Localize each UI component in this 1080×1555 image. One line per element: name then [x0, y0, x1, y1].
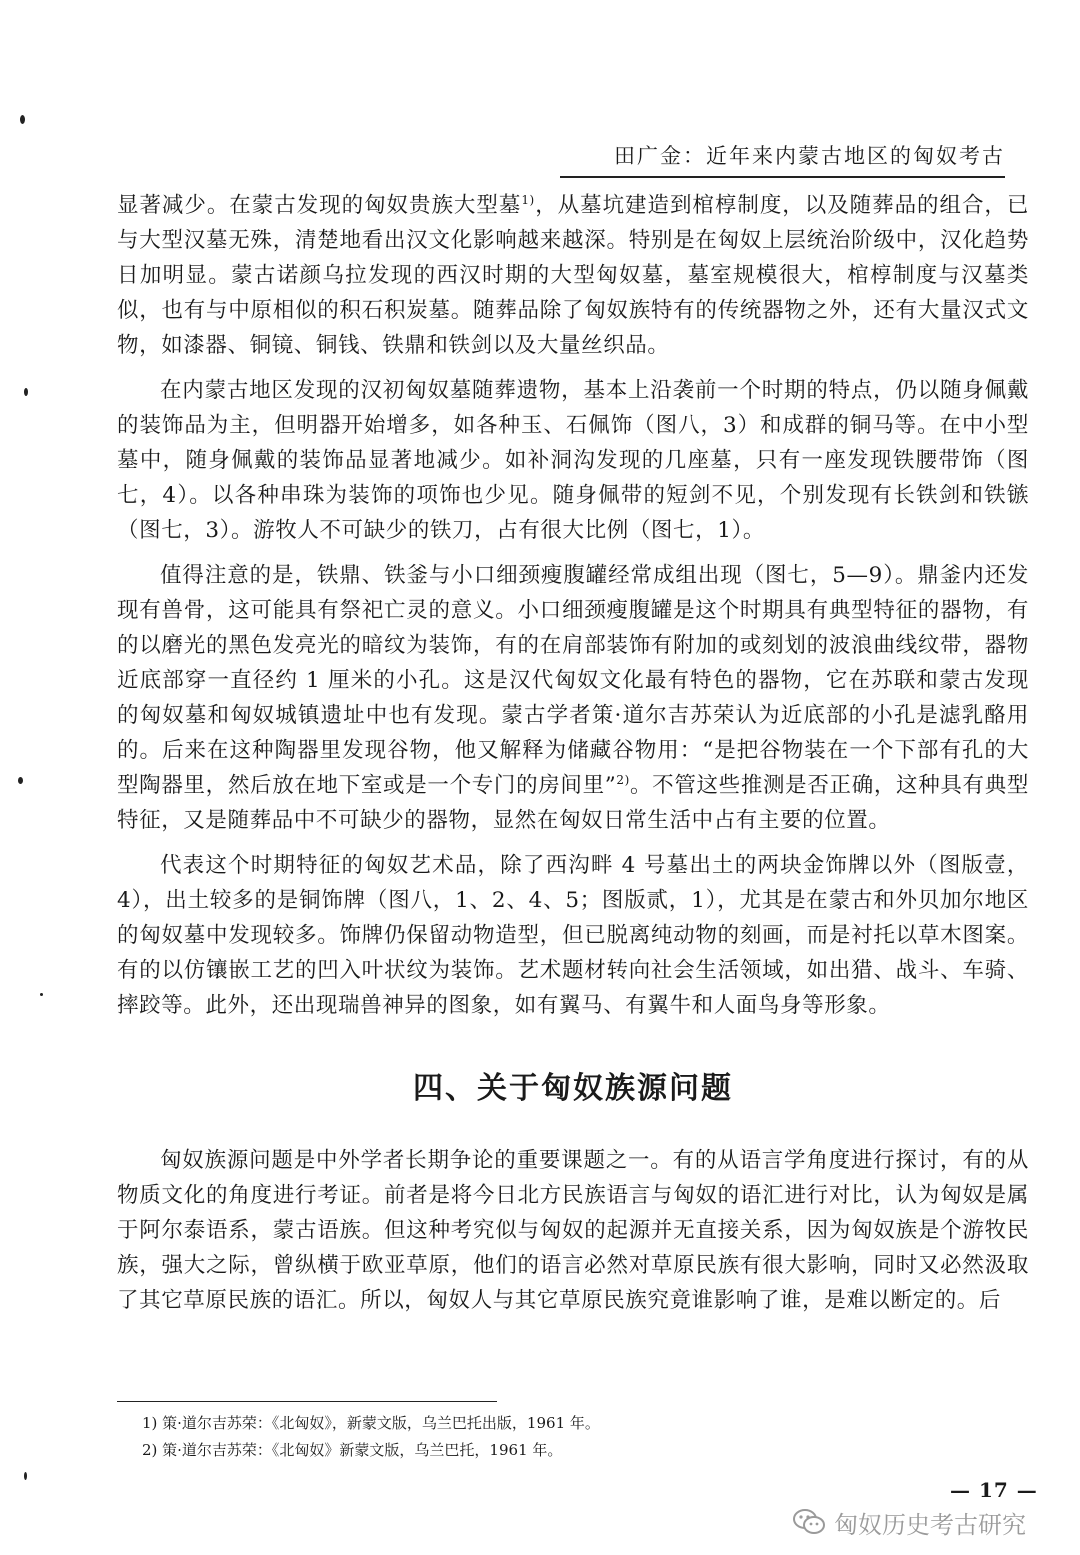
footnotes — [142, 1410, 1002, 1464]
paragraph-3-text-b: 。不管这些推测是否正确，这种具有典型特征，又是随葬品中不可缺少的器物，显然在匈奴日常生活中占有主要的位置。 — [117, 773, 1029, 833]
paragraph-1 — [117, 188, 1029, 363]
page-number-value: 17 — [978, 1478, 1009, 1502]
wechat-icon — [792, 1507, 826, 1537]
paragraph-2: 在内蒙古地区发现的汉初匈奴墓随葬遗物，基本上沿袭前一个时期的特点，仍以随身佩戴的装饰品为主，但明器开始增多，如各种玉、石佩饰（图八，3）和成群的铜马等。在中小型墓中，随身佩戴的装饰品显著地减少。如补洞沟发现的几座墓，只有一座发现铁腰带饰（图七，4）。以各种串珠为装饰的项饰也少见。随身佩带的短剑不见，个别发现有长铁剑和铁镞（图七，3）。游牧人不可缺少的铁刀，占有很大比例（图七，1）。 — [117, 378, 1029, 543]
paragraph-1-text-b: ，从墓坑建造到棺椁制度，以及随葬品的组合，已与大型汉墓无殊，清楚地看出汉文化影响越来越深。特别是在匈奴上层统治阶级中，汉化趋势日加明显。蒙古诺颜乌拉发现的西汉时期的大型匈奴墓，墓室规模很大，棺椁制度与汉墓类似，也有与中原相似的积石积炭墓。随葬品除了匈奴族特有的传统器物之外，还有大量汉式文物，如漆器、铜镜、铜钱、铁鼎和铁剑以及大量丝织品。 — [117, 193, 1029, 358]
footnote-2: 2) 策·道尔吉苏荣：《北匈奴》新蒙文版，乌兰巴托，1961 年。 — [142, 1441, 563, 1459]
scan-speck — [24, 388, 28, 396]
paragraph-1-text-a: 显著减少。在蒙古发现的匈奴贵族大型墓 — [117, 193, 522, 218]
footnote-ref-2: 2) — [616, 772, 630, 787]
watermark-label: 匈奴历史考古研究 — [834, 1510, 1026, 1539]
footnote-ref-1: 1) — [521, 192, 535, 207]
footnote-divider — [117, 1401, 497, 1402]
article-body — [117, 188, 1029, 1328]
scan-speck — [40, 993, 43, 996]
page-number: — 17 — — [950, 1478, 1038, 1502]
section-title: 四、关于匈奴族源问题 — [413, 1071, 733, 1106]
footnote-1: 1) 策·道尔吉苏荣：《北匈奴》，新蒙文版，乌兰巴托出版，1961 年。 — [142, 1414, 600, 1432]
paragraph-3-text-a: 值得注意的是，铁鼎、铁釜与小口细颈瘦腹罐经常成组出现（图七，5—9）。鼎釜内还发现有兽骨，这可能具有祭祀亡灵的意义。小口细颈瘦腹罐是这个时期具有典型特征的器物，有的以磨光的黑色发亮光的暗纹为装饰，有的在肩部装饰有附加的或刻划的波浪曲线纹带，器物近底部穿一直径约 1 厘米的小孔。这是汉代匈奴文化最有特色的器物，它在苏联和蒙古发现的匈奴墓和匈奴城镇遗址中也有发现。蒙古学者策·道尔吉苏荣认为近底部的小孔是滤乳酪用的。后来在这种陶器里发现谷物，他又解释为储藏谷物用：“是把谷物装在一个下部有孔的大型陶器里，然后放在地下室或是一个专门的房间里” — [117, 563, 1029, 798]
watermark — [792, 1505, 1026, 1539]
scan-speck — [18, 777, 23, 784]
scan-speck — [24, 1472, 27, 1480]
section-paragraph: 匈奴族源问题是中外学者长期争论的重要课题之一。有的从语言学角度进行探讨，有的从物质文化的角度进行考证。前者是将今日北方民族语言与匈奴的语汇进行对比，认为匈奴是属于阿尔泰语系，蒙古语族。但这种考究似与匈奴的起源并无直接关系，因为匈奴族是个游牧民族，强大之际，曾纵横于欧亚草原，他们的语言必然对草原民族有很大影响，同时又必然汲取了其它草原民族的语汇。所以，匈奴人与其它草原民族究竟谁影响了谁，是难以断定的。后 — [117, 1148, 1029, 1313]
paragraph-4: 代表这个时期特征的匈奴艺术品，除了西沟畔 4 号墓出土的两块金饰牌以外（图版壹，4），出土较多的是铜饰牌（图八，1、2、4、5；图版贰，1），尤其是在蒙古和外贝加尔地区的匈奴墓中发现较多。饰牌仍保留动物造型，但已脱离纯动物的刻画，而是衬托以草木图案。有的以仿镶嵌工艺的凹入叶状纹为装饰。艺术题材转向社会生活领域，如出猎、战斗、车骑、摔跤等。此外，还出现瑞兽神异的图象，如有翼马、有翼牛和人面鸟身等形象。 — [117, 853, 1029, 1018]
running-header: 田广金：近年来内蒙古地区的匈奴考古 — [560, 140, 1005, 178]
paragraph-3 — [117, 558, 1029, 838]
scan-speck — [20, 115, 25, 124]
